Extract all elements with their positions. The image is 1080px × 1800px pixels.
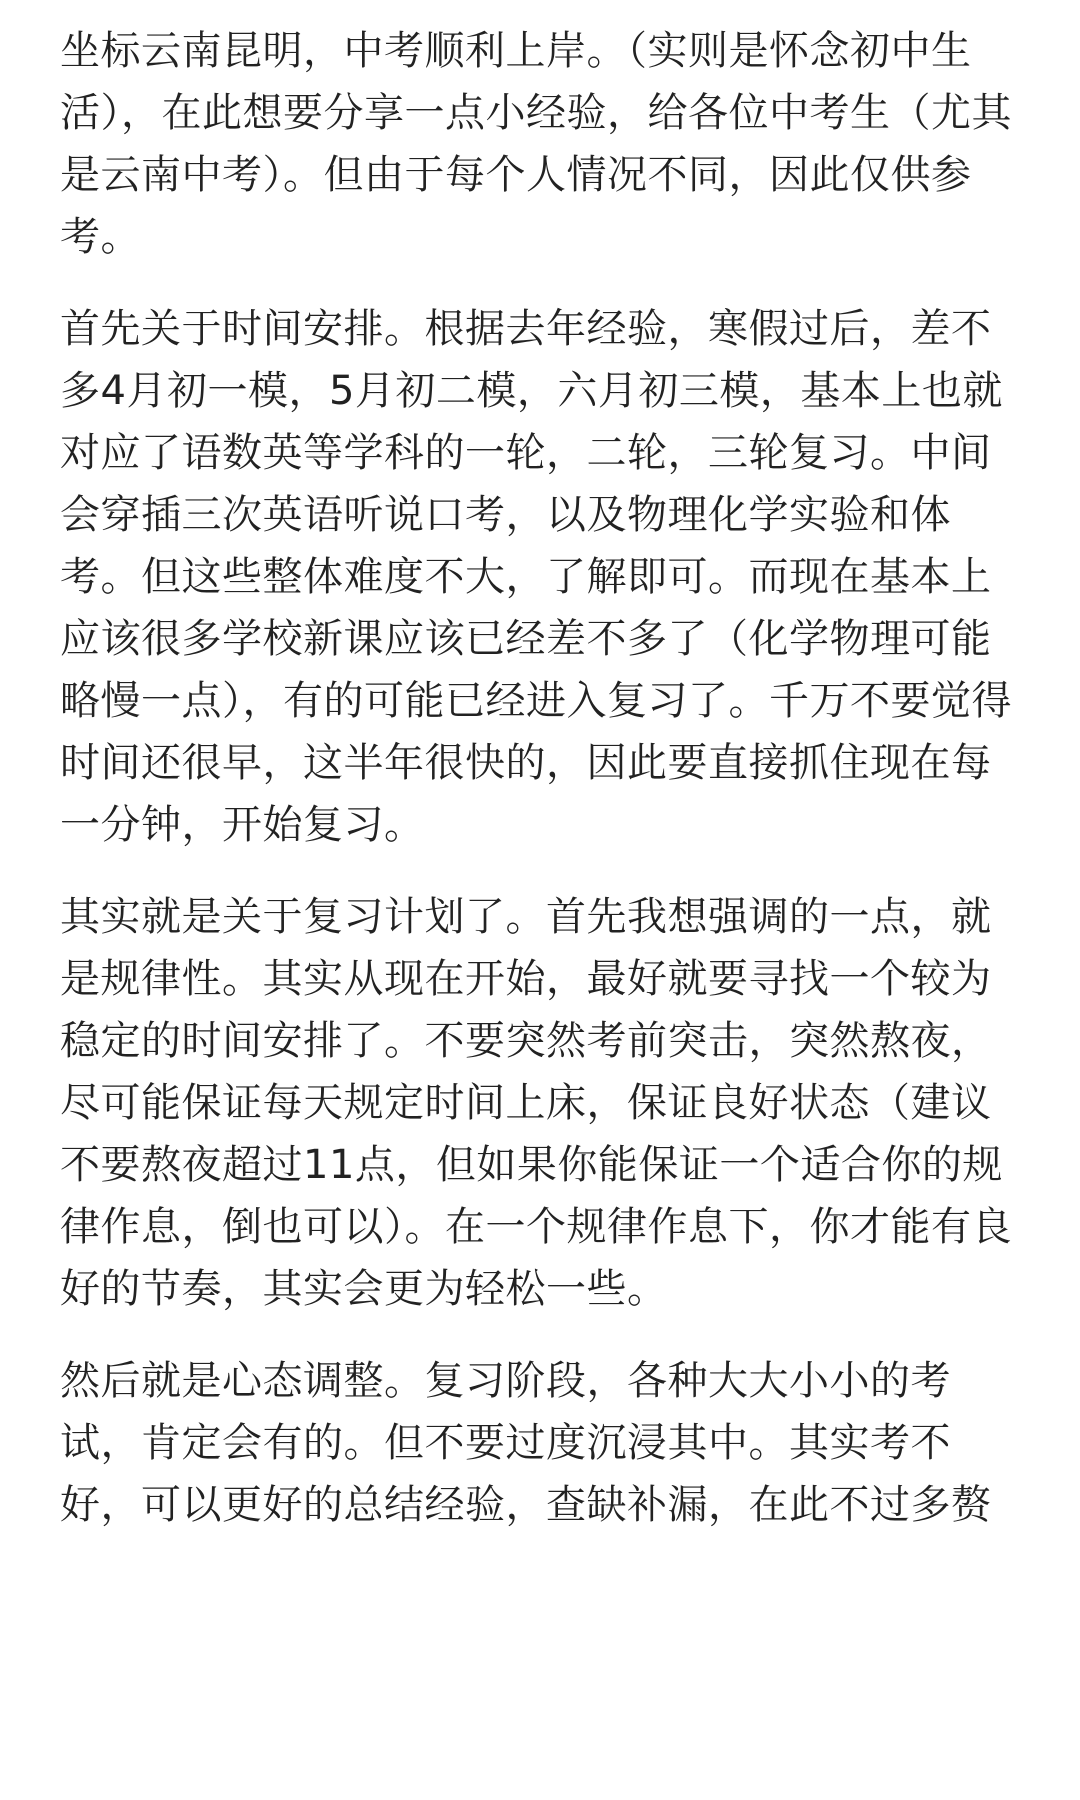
text-line: 然后就是心态调整。复习阶段，各种大大小小的考 — [60, 1358, 951, 1404]
article-body — [60, 20, 1020, 1566]
text-line: 好的节奏，其实会更为轻松一些。 — [60, 1266, 668, 1312]
text-line: 律作息，倒也可以）。在一个规律作息下，你才能有良 — [60, 1204, 1012, 1250]
text-line: 一分钟，开始复习。 — [60, 802, 425, 848]
text-line: 首先关于时间安排。根据去年经验，寒假过后，差不 — [60, 306, 992, 352]
text-line: 稳定的时间安排了。不要突然考前突击，突然熬夜， — [60, 1018, 992, 1064]
text-line: 坐标云南昆明，中考顺利上岸。（实则是怀念初中生 — [60, 28, 972, 74]
text-line: 略慢一点），有的可能已经进入复习了。千万不要觉得 — [60, 678, 1012, 724]
text-line: 尽可能保证每天规定时间上床，保证良好状态（建议 — [60, 1080, 992, 1126]
text-line: 考。 — [60, 214, 141, 260]
paragraph-schedule — [60, 298, 1020, 856]
text-line: 对应了语数英等学科的一轮，二轮，三轮复习。中间 — [60, 430, 992, 476]
text-line: 会穿插三次英语听说口考，以及物理化学实验和体 — [60, 492, 951, 538]
text-line: 时间还很早，这半年很快的，因此要直接抓住现在每 — [60, 740, 992, 786]
paragraph-mindset — [60, 1350, 1020, 1536]
text-line: 是规律性。其实从现在开始，最好就要寻找一个较为 — [60, 956, 992, 1002]
text-line: 活），在此想要分享一点小经验，给各位中考生（尤其 — [60, 90, 1012, 136]
text-line: 其实就是关于复习计划了。首先我想强调的一点，就 — [60, 894, 992, 940]
text-line: 试，肯定会有的。但不要过度沉浸其中。其实考不 — [60, 1420, 951, 1466]
text-line: 是云南中考）。但由于每个人情况不同，因此仅供参 — [60, 152, 972, 198]
text-line: 应该很多学校新课应该已经差不多了（化学物理可能 — [60, 616, 992, 662]
paragraph-review-plan — [60, 886, 1020, 1320]
text-line: 不要熬夜超过11点，但如果你能保证一个适合你的规 — [60, 1142, 1003, 1188]
text-line: 多4月初一模，5月初二模，六月初三模，基本上也就 — [60, 368, 1003, 414]
text-line: 考。但这些整体难度不大，了解即可。而现在基本上 — [60, 554, 992, 600]
paragraph-intro — [60, 20, 1020, 268]
text-line: 好，可以更好的总结经验，查缺补漏，在此不过多赘 — [60, 1482, 992, 1528]
